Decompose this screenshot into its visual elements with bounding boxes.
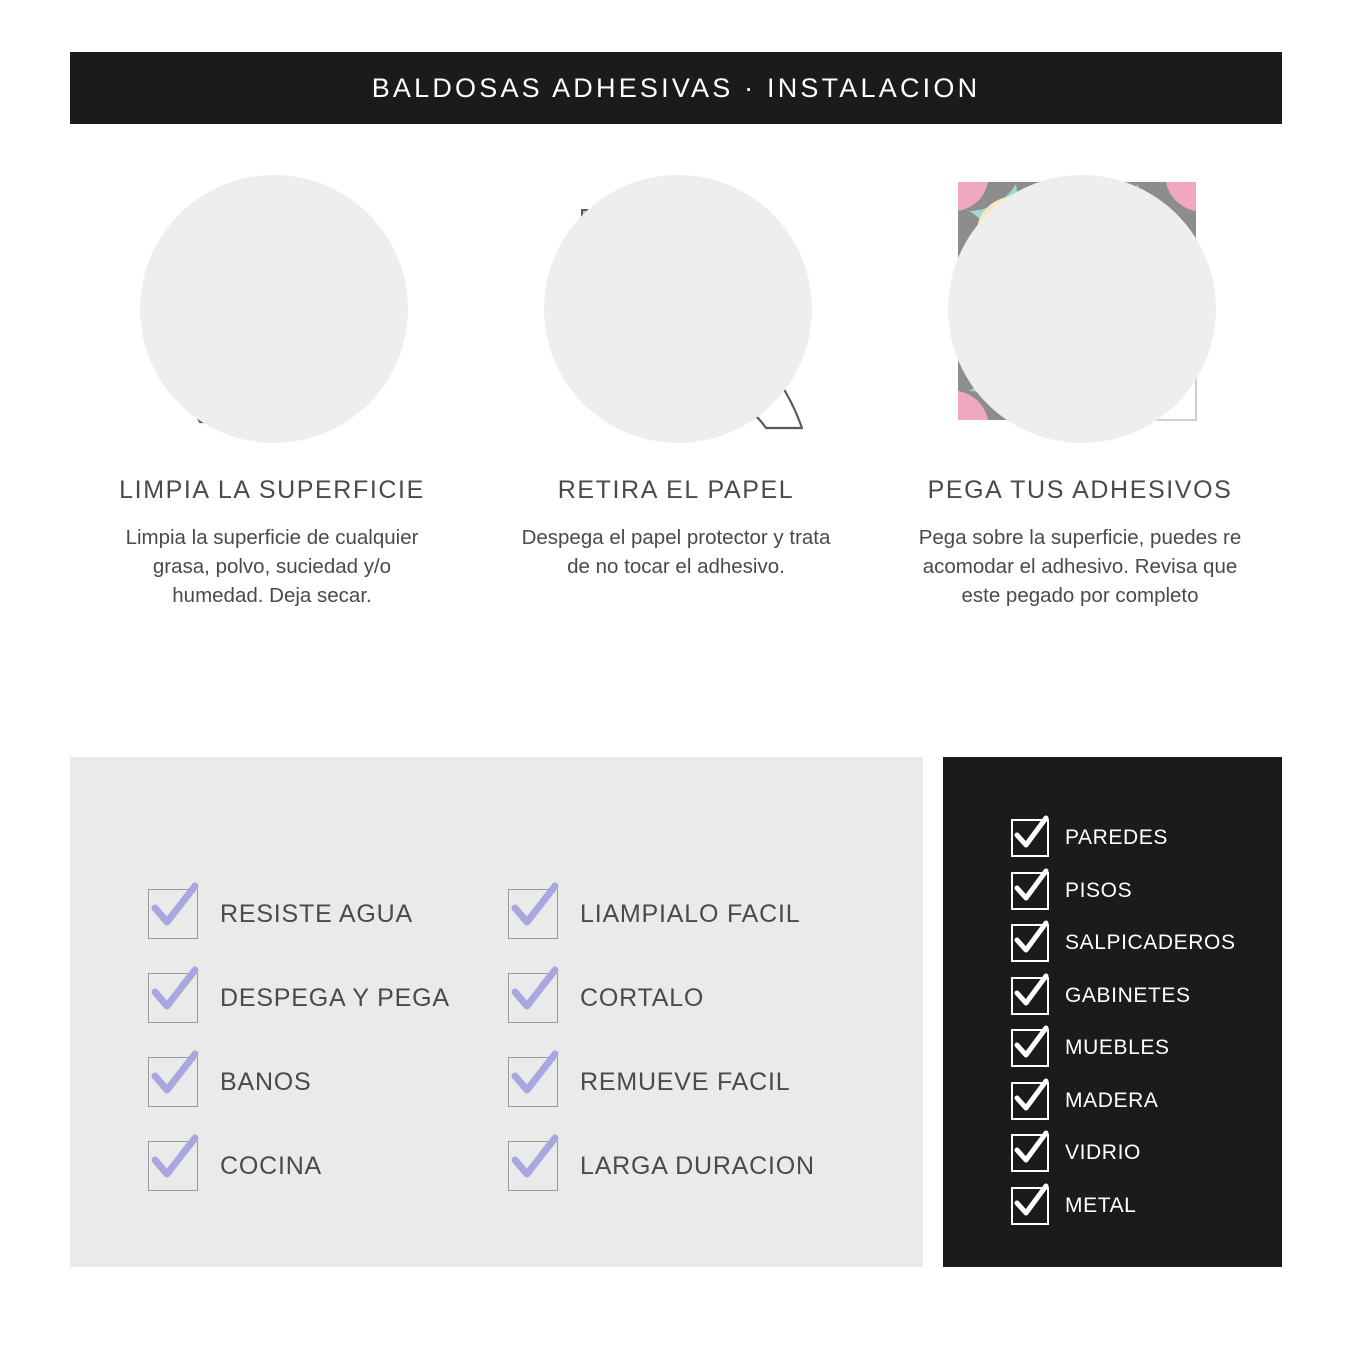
circle-background bbox=[948, 175, 1216, 443]
feature-label: LARGA DURACION bbox=[580, 1151, 815, 1180]
checkbox-checked-icon[interactable] bbox=[508, 973, 558, 1023]
surface-item[interactable] bbox=[1011, 1022, 1271, 1075]
feature-item[interactable] bbox=[508, 1040, 888, 1124]
features-panel bbox=[70, 757, 923, 1267]
feature-label: CORTALO bbox=[580, 983, 705, 1012]
surface-item[interactable] bbox=[1011, 812, 1271, 865]
checkbox-checked-icon[interactable] bbox=[1011, 1187, 1049, 1225]
surface-label: MUEBLES bbox=[1065, 1036, 1170, 1060]
step-1-title: LIMPIA LA SUPERFICIE bbox=[119, 476, 425, 504]
feature-item[interactable] bbox=[508, 872, 888, 956]
features-list bbox=[148, 872, 938, 1208]
checkbox-checked-icon[interactable] bbox=[508, 1141, 558, 1191]
checkbox-checked-icon[interactable] bbox=[508, 1057, 558, 1107]
page-title: BALDOSAS ADHESIVAS · INSTALACION bbox=[371, 72, 981, 103]
feature-label: REMUEVE FACIL bbox=[580, 1067, 791, 1096]
feature-item[interactable] bbox=[148, 956, 508, 1040]
circle-background bbox=[140, 175, 408, 443]
surface-label: METAL bbox=[1065, 1193, 1137, 1217]
feature-label: RESISTE AGUA bbox=[220, 899, 413, 928]
circle-background bbox=[544, 175, 812, 443]
surface-item[interactable] bbox=[1011, 1075, 1271, 1128]
checkbox-checked-icon[interactable] bbox=[1011, 1029, 1049, 1067]
surface-label: GABINETES bbox=[1065, 983, 1191, 1007]
feature-item[interactable] bbox=[148, 1040, 508, 1124]
feature-item[interactable] bbox=[148, 872, 508, 956]
surface-label: MADERA bbox=[1065, 1088, 1159, 1112]
header-bar bbox=[70, 52, 1282, 124]
surface-item[interactable] bbox=[1011, 1127, 1271, 1180]
checkbox-checked-icon[interactable] bbox=[148, 1141, 198, 1191]
step-1-description: Limpia la superficie de cualquier grasa, polvo, suciedad y/o humedad. Deja secar. bbox=[125, 526, 419, 608]
checkbox-checked-icon[interactable] bbox=[1011, 1134, 1049, 1172]
surface-label: SALPICADEROS bbox=[1065, 931, 1236, 955]
checkbox-checked-icon[interactable] bbox=[1011, 1082, 1049, 1120]
feature-label: BANOS bbox=[220, 1067, 312, 1096]
surface-label: VIDRIO bbox=[1065, 1141, 1141, 1165]
step-3-title: PEGA TUS ADHESIVOS bbox=[927, 476, 1233, 504]
surface-item[interactable] bbox=[1011, 1180, 1271, 1233]
checkbox-checked-icon[interactable] bbox=[508, 889, 558, 939]
surface-label: PISOS bbox=[1065, 878, 1133, 902]
surface-item[interactable] bbox=[1011, 970, 1271, 1023]
steps-section bbox=[70, 160, 1282, 610]
checkbox-checked-icon[interactable] bbox=[148, 1057, 198, 1107]
step-3 bbox=[878, 160, 1282, 610]
step-2-description: Despega el papel protector y trata de no tocar el adhesivo. bbox=[521, 526, 831, 579]
feature-label: DESPEGA Y PEGA bbox=[220, 983, 450, 1012]
surfaces-panel bbox=[943, 757, 1282, 1267]
surface-label: PAREDES bbox=[1065, 826, 1169, 850]
feature-label: COCINA bbox=[220, 1151, 323, 1180]
surfaces-list bbox=[1011, 812, 1271, 1232]
feature-item[interactable] bbox=[508, 1124, 888, 1208]
surface-item[interactable] bbox=[1011, 865, 1271, 918]
step-3-illustration bbox=[930, 160, 1230, 460]
checkbox-checked-icon[interactable] bbox=[148, 889, 198, 939]
step-2 bbox=[474, 160, 878, 610]
checkbox-checked-icon[interactable] bbox=[1011, 924, 1049, 962]
step-3-description: Pega sobre la superficie, puedes re acomodar el adhesivo. Revisa que este pegado por completo bbox=[918, 526, 1242, 608]
step-1 bbox=[70, 160, 474, 610]
checkbox-checked-icon[interactable] bbox=[148, 973, 198, 1023]
step-2-illustration bbox=[526, 160, 826, 460]
surface-item[interactable] bbox=[1011, 917, 1271, 970]
checkbox-checked-icon[interactable] bbox=[1011, 872, 1049, 910]
step-1-illustration bbox=[122, 160, 422, 460]
checkbox-checked-icon[interactable] bbox=[1011, 819, 1049, 857]
feature-item[interactable] bbox=[148, 1124, 508, 1208]
feature-item[interactable] bbox=[508, 956, 888, 1040]
step-2-title: RETIRA EL PAPEL bbox=[557, 476, 795, 504]
feature-label: LIAMPIALO FACIL bbox=[580, 899, 801, 928]
checkbox-checked-icon[interactable] bbox=[1011, 977, 1049, 1015]
